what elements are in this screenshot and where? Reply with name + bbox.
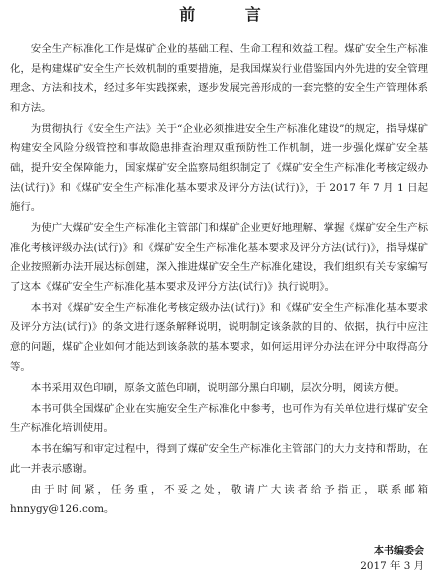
paragraph-5: 本书采用双色印刷，原条文蓝色印刷，说明部分黑白印刷，层次分明，阅读方便。 (30, 381, 405, 394)
page-title: 前 言 (179, 5, 283, 24)
paragraph-3: 为使广大煤矿安全生产标准化主管部门和煤矿企业更好地理解、掌握《煤矿安全生产标准化考核评级办法(试行)》和《煤矿安全生产标准化基本要求及评分方法(试行)》，指导煤矿企业按照新办法开展达标创建，深入推进煤矿安全生产标准化建设，我们组织有关专家编写了这本《煤矿安全生产标准化基本要求及评分方法(试行)》执行说明》。 (10, 222, 428, 293)
paragraph-8: 由于时间紧，任务重，不妥之处，敬请广大读者给予指正，联系邮箱 hnnygy@126.com。 (10, 483, 428, 516)
paragraph-6: 本书可供全国煤矿企业在实施安全生产标准化中参考，也可作为有关单位进行煤矿安全生产标准化培训使用。 (10, 402, 428, 435)
paragraph-1: 安全生产标准化工作是煤矿企业的基础工程、生命工程和效益工程。煤矿安全生产标准化，是构建煤矿安全生产长效机制的重要措施，是我国煤炭行业借鉴国内外先进的安全管理理念、方法和技术，经过多年实践探索，逐步发展完善形成的一套完整的安全生产管理体系和方法。 (10, 43, 428, 114)
paragraph-4: 本书对《煤矿安全生产标准化考核定级办法(试行)》和《煤矿安全生产标准化基本要求及评分方法(试行)》的条文进行逐条解释说明，说明制定该条款的目的、依据，执行中应注意的问题，煤矿企业如何才能达到该条款的基本要求，如何运用评分办法在评分中取得高分等。 (10, 301, 428, 373)
preface-body (10, 40, 428, 521)
signature-block (360, 544, 424, 574)
paragraph-2: 为贯彻执行《安全生产法》关于“企业必须推进安全生产标准化建设”的规定，指导煤矿构建安全风险分级管控和事故隐患排查治理双重预防性工作机制，进一步强化煤矿安全基础，提升安全保障能力，国家煤矿安全监察局组织制定了《煤矿安全生产标准化考核定级办法(试行)》和《煤矿安全生产标准化基本要求及评分方法(试行)》，于 2017 年 7 月 1 日起施行。 (10, 122, 428, 214)
paragraph-7: 本书在编写和审定过程中，得到了煤矿安全生产标准化主管部门的大力支持和帮助，在此一并表示感谢。 (10, 443, 428, 475)
signature-org: 本书编委会 (374, 546, 424, 557)
signature-date: 2017 年 3 月 (360, 560, 424, 572)
